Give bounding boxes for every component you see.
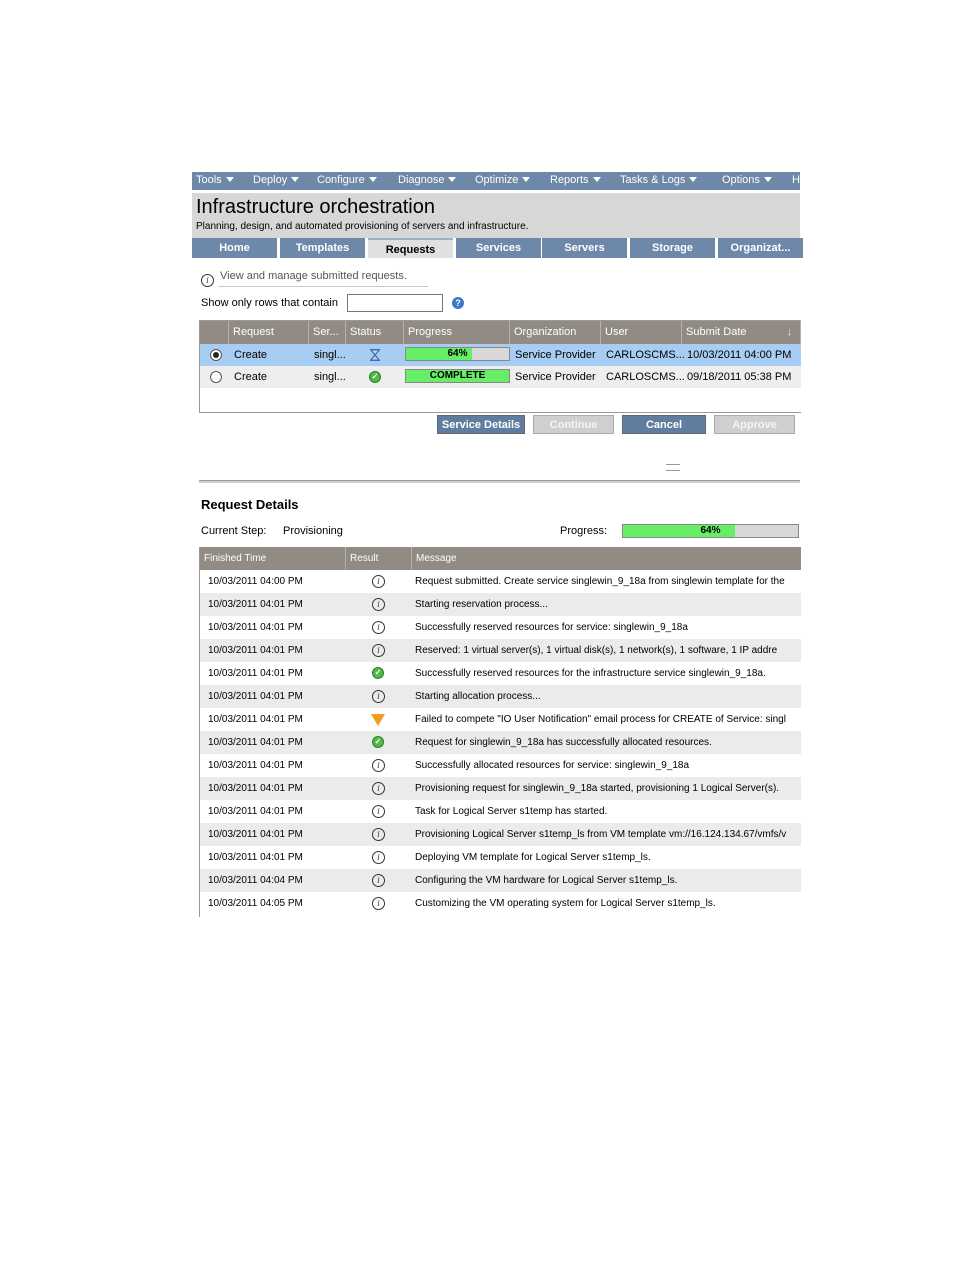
progress-text: 64% — [700, 525, 721, 536]
progress-label: 64% — [447, 348, 468, 359]
column-header-label: Submit Date — [686, 326, 747, 338]
menu-options[interactable] — [722, 174, 772, 186]
menu-tasks-logs[interactable] — [620, 174, 697, 186]
arrow-down-icon: ↓ — [786, 326, 792, 338]
cell-message: Request for singlewin_9_18a has successfully allocated resources. — [415, 737, 712, 748]
menu-bar — [192, 172, 807, 190]
filter-label: Show only rows that contain — [201, 297, 338, 309]
cell-finished-time: 10/03/2011 04:01 PM — [208, 599, 303, 610]
tab-home[interactable]: Home — [192, 238, 277, 258]
cell-message: Provisioning Logical Server s1temp_ls from VM template vm://16.124.134.67/vmfs/v — [415, 829, 787, 840]
cancel-button[interactable]: Cancel — [622, 415, 706, 434]
cell-message: Customizing the VM operating system for Logical Server s1temp_ls. — [415, 898, 716, 909]
cell-organization: Service Provider — [515, 349, 596, 361]
chevron-down-icon — [448, 177, 456, 182]
menu-label: Tasks & Logs — [620, 174, 686, 186]
cell-user: CARLOSCMS... — [606, 349, 685, 361]
column-header-status[interactable]: Status — [346, 321, 404, 344]
info-icon: i — [372, 805, 385, 818]
warning-triangle-icon — [371, 714, 385, 726]
cell-finished-time: 10/03/2011 04:00 PM — [208, 576, 303, 587]
info-icon: i — [372, 690, 385, 703]
chevron-down-icon — [522, 177, 530, 182]
splitter-handle[interactable] — [666, 464, 680, 471]
divider — [218, 286, 428, 287]
table-row[interactable] — [200, 639, 801, 662]
tab-storage[interactable]: Storage — [630, 238, 715, 258]
chevron-down-icon — [689, 177, 697, 182]
column-header-select — [200, 321, 229, 344]
table-row[interactable] — [200, 892, 801, 915]
cell-finished-time: 10/03/2011 04:04 PM — [208, 875, 303, 886]
menu-optimize[interactable] — [475, 174, 530, 186]
info-icon: i — [372, 598, 385, 611]
table-row[interactable] — [200, 823, 801, 846]
cell-finished-time: 10/03/2011 04:01 PM — [208, 829, 303, 840]
cell-message: Starting reservation process... — [415, 599, 548, 610]
info-icon: i — [372, 759, 385, 772]
menu-diagnose[interactable] — [398, 174, 456, 186]
column-header-submit-date[interactable] — [682, 321, 801, 344]
menu-label: Diagnose — [398, 174, 445, 186]
info-icon: i — [372, 782, 385, 795]
details-progress-bar — [622, 524, 799, 538]
tab-services[interactable]: Services — [456, 238, 541, 258]
menu-label: Configure — [317, 174, 365, 186]
cell-finished-time: 10/03/2011 04:05 PM — [208, 898, 303, 909]
menu-help[interactable] — [792, 174, 806, 186]
tab-servers[interactable]: Servers — [542, 238, 627, 258]
table-row[interactable] — [200, 869, 801, 892]
row-radio[interactable] — [210, 349, 222, 361]
check-circle-icon: ✓ — [372, 736, 384, 748]
row-radio[interactable] — [210, 371, 222, 383]
check-circle-icon: ✓ — [372, 667, 384, 679]
cell-request: Create — [234, 349, 268, 361]
table-row[interactable] — [200, 777, 801, 800]
cell-finished-time: 10/03/2011 04:01 PM — [208, 645, 303, 656]
requests-table — [199, 320, 801, 413]
column-header-result[interactable]: Result — [346, 547, 412, 570]
menu-label: Tools — [196, 174, 222, 186]
cell-message: Successfully reserved resources for service: singlewin_9_18a — [415, 622, 688, 633]
filter-input[interactable] — [347, 294, 443, 312]
current-step-value: Provisioning — [283, 525, 343, 537]
cell-finished-time: 10/03/2011 04:01 PM — [208, 691, 303, 702]
tab-templates[interactable]: Templates — [280, 238, 365, 258]
progress-bar — [405, 369, 510, 383]
menu-tools[interactable] — [196, 174, 234, 186]
chevron-down-icon — [764, 177, 772, 182]
cell-submit-date: 10/03/2011 04:00 PM — [687, 349, 792, 361]
menu-label: Optimize — [475, 174, 519, 186]
approve-button[interactable]: Approve — [714, 415, 795, 434]
table-row[interactable] — [200, 344, 801, 366]
table-row[interactable] — [200, 800, 801, 823]
table-row[interactable] — [200, 754, 801, 777]
chevron-down-icon — [593, 177, 601, 182]
column-header-organization[interactable]: Organization — [510, 321, 601, 344]
table-row[interactable] — [200, 662, 801, 685]
cell-finished-time: 10/03/2011 04:01 PM — [208, 737, 303, 748]
cell-user: CARLOSCMS... — [606, 371, 685, 383]
progress-label: Progress: — [560, 525, 608, 537]
cell-message: Successfully reserved resources for the infrastructure service singlewin_9_18a. — [415, 668, 766, 679]
cell-finished-time: 10/03/2011 04:01 PM — [208, 668, 303, 679]
cell-message: Successfully allocated resources for service: singlewin_9_18a — [415, 760, 690, 771]
table-row[interactable] — [200, 846, 801, 869]
page-header — [192, 193, 800, 238]
column-header-request[interactable]: Request — [229, 321, 309, 344]
cell-service: singl... — [314, 371, 346, 383]
screenshot-frame — [192, 172, 807, 917]
cell-service: singl... — [314, 349, 346, 361]
table-row[interactable] — [200, 570, 801, 593]
cell-message: Task for Logical Server s1temp has started. — [415, 806, 608, 817]
continue-button[interactable]: Continue — [533, 415, 614, 434]
column-header-service[interactable]: Ser... — [309, 321, 346, 344]
info-icon: i — [372, 575, 385, 588]
cell-message: Starting allocation process... — [415, 691, 541, 702]
menu-configure[interactable] — [317, 174, 377, 186]
info-icon: i — [372, 621, 385, 634]
info-icon: i — [372, 644, 385, 657]
cell-message: Request submitted. Create service singlewin_9_18a from singlewin template for the — [415, 576, 785, 587]
menu-label: Deploy — [253, 174, 288, 186]
table-row[interactable] — [200, 593, 801, 616]
cell-message: Reserved: 1 virtual server(s), 1 virtual disk(s), 1 network(s), 1 software, 1 IP addre — [415, 645, 778, 656]
info-icon: i — [201, 274, 214, 287]
cell-finished-time: 10/03/2011 04:01 PM — [208, 852, 303, 863]
cell-message: Provisioning request for singlewin_9_18a started, provisioning 1 Logical Server(s). — [415, 783, 780, 794]
chevron-down-icon — [291, 177, 299, 182]
menu-deploy[interactable] — [253, 174, 299, 186]
page-subtitle: Planning, design, and automated provisioning of servers and infrastructure. — [196, 221, 529, 232]
page-title: Infrastructure orchestration — [196, 196, 435, 218]
cell-message: Deploying VM template for Logical Server s1temp_ls. — [415, 852, 651, 863]
cell-submit-date: 09/18/2011 05:38 PM — [687, 371, 792, 383]
table-row[interactable] — [200, 731, 801, 754]
progress-bar — [405, 347, 510, 361]
progress-label: COMPLETE — [429, 370, 486, 381]
cell-finished-time: 10/03/2011 04:01 PM — [208, 783, 303, 794]
cell-finished-time: 10/03/2011 04:01 PM — [208, 714, 303, 725]
current-step-label: Current Step: — [201, 525, 267, 537]
table-row[interactable] — [200, 685, 801, 708]
info-icon: i — [372, 897, 385, 910]
table-row[interactable] — [200, 708, 801, 731]
chevron-down-icon — [369, 177, 377, 182]
details-table — [199, 547, 801, 917]
section-title: Request Details — [201, 497, 299, 512]
hourglass-icon — [370, 349, 380, 361]
cell-message: Configuring the VM hardware for Logical Server s1temp_ls. — [415, 875, 678, 886]
info-icon: i — [372, 874, 385, 887]
tab-organization[interactable]: Organizat... — [718, 238, 803, 258]
divider — [199, 480, 800, 483]
info-icon: i — [372, 828, 385, 841]
cell-message: Failed to compete "IO User Notification" email process for CREATE of Service: singl — [415, 714, 786, 725]
menu-label: Reports — [550, 174, 589, 186]
info-icon: i — [372, 851, 385, 864]
cell-finished-time: 10/03/2011 04:01 PM — [208, 760, 303, 771]
help-icon[interactable]: ? — [452, 297, 464, 309]
cell-finished-time: 10/03/2011 04:01 PM — [208, 806, 303, 817]
cell-request: Create — [234, 371, 268, 383]
chevron-down-icon — [226, 177, 234, 182]
menu-label: He — [792, 174, 807, 186]
check-circle-icon: ✓ — [369, 371, 381, 383]
column-header-user[interactable]: User — [601, 321, 682, 344]
table-row[interactable] — [200, 616, 801, 639]
column-header-finished-time[interactable]: Finished Time — [200, 547, 346, 570]
column-header-progress[interactable]: Progress — [404, 321, 510, 344]
column-header-message[interactable]: Message — [412, 547, 801, 570]
radio-dot — [213, 352, 219, 358]
cell-finished-time: 10/03/2011 04:01 PM — [208, 622, 303, 633]
cell-organization: Service Provider — [515, 371, 596, 383]
menu-label: Options — [722, 174, 760, 186]
menu-reports[interactable] — [550, 174, 601, 186]
tab-requests[interactable]: Requests — [368, 238, 453, 258]
table-row[interactable] — [200, 366, 801, 388]
service-details-button[interactable]: Service Details — [437, 415, 525, 434]
info-message: View and manage submitted requests. — [220, 270, 407, 282]
